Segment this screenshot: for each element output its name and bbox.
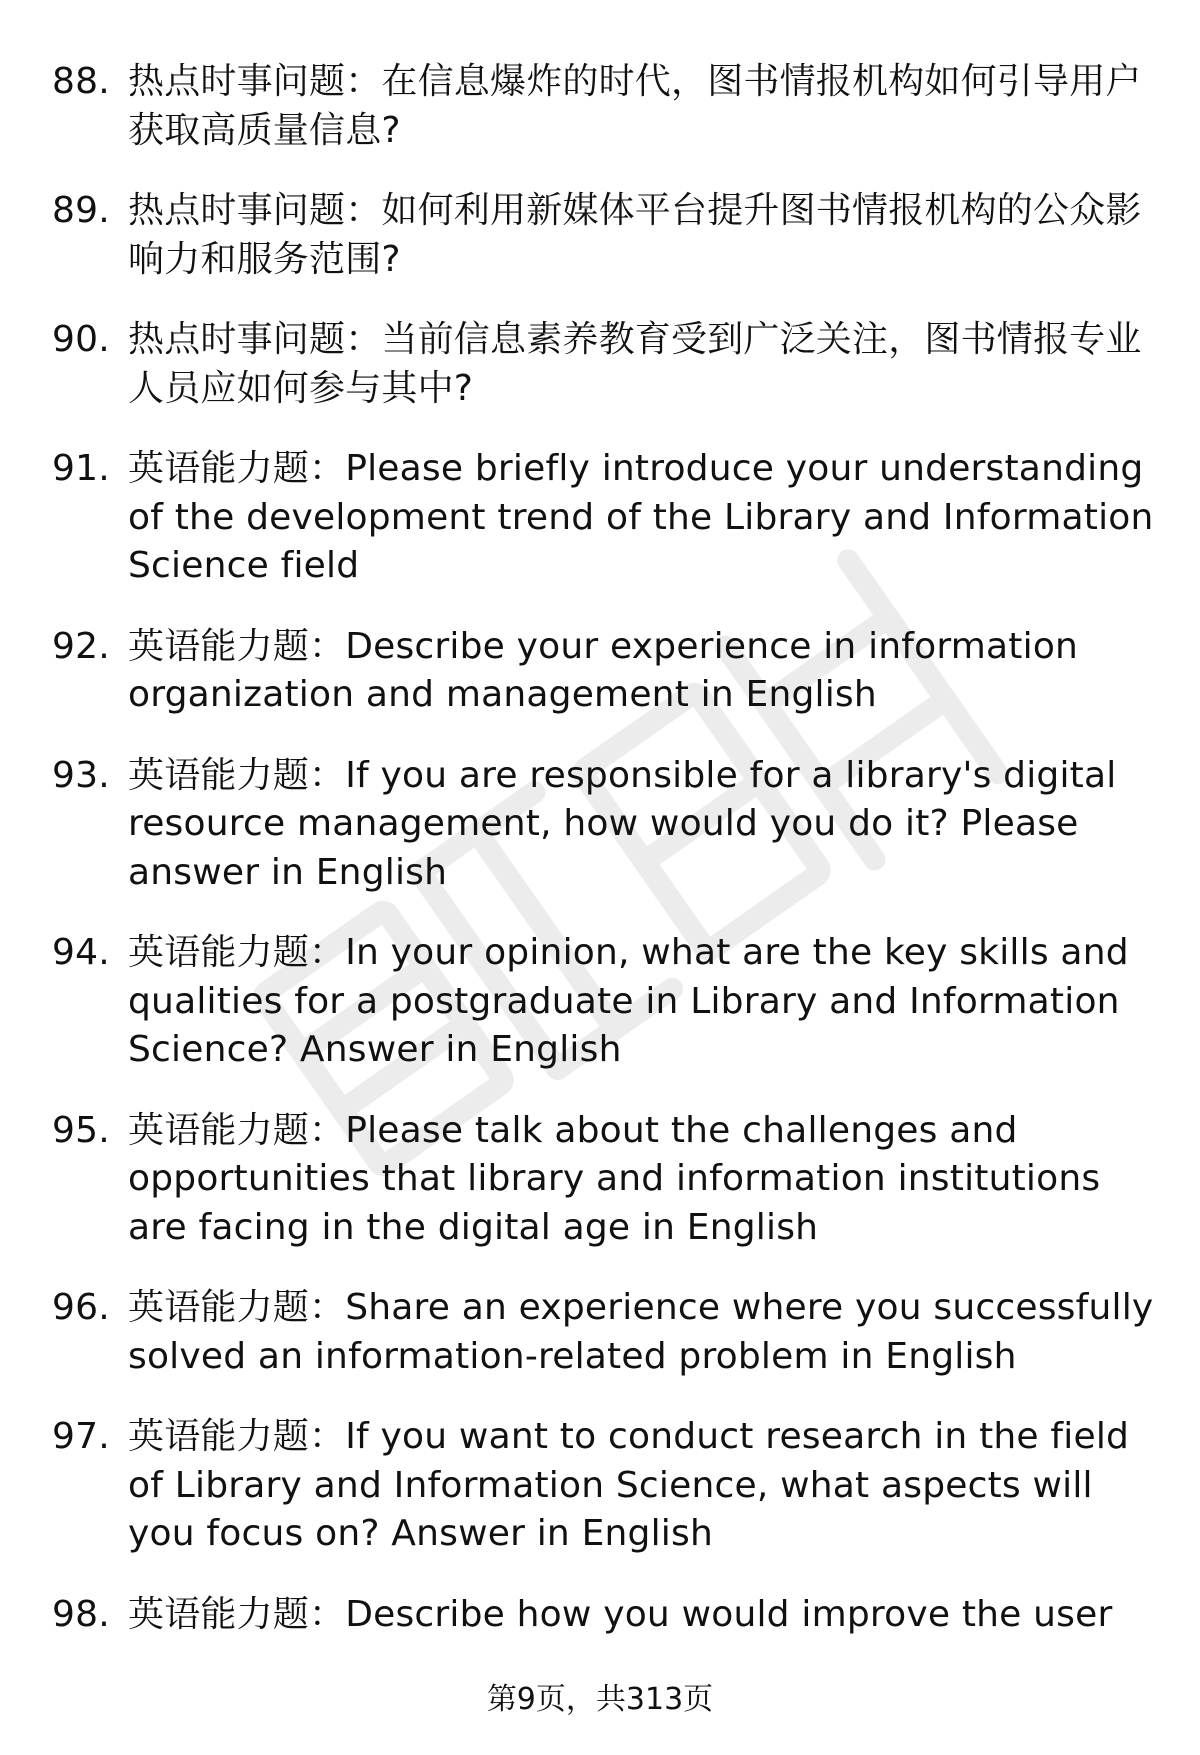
question-item xyxy=(0,929,1200,1075)
question-number: 91. xyxy=(52,448,110,489)
question-item xyxy=(0,1591,1200,1640)
question-text: 热点时事问题：当前信息素养教育受到广泛关注，图书情报专业人员应如何参与其中? xyxy=(128,319,1142,409)
question-list xyxy=(0,58,1200,1671)
question-number: 93. xyxy=(52,754,110,796)
question-number: 97. xyxy=(52,1416,110,1457)
question-text: 英语能力题：Please talk about the challenges and opportunities that library and information institutions are facing in the digital age in English xyxy=(128,1109,1101,1248)
page-number-footer: 第9页，共313页 xyxy=(486,1682,714,1717)
question-text: 英语能力题：If you want to conduct research in the field of Library and Information Science, what aspects will you focus on? Answer in English xyxy=(128,1416,1130,1554)
question-number: 96. xyxy=(52,1287,110,1328)
question-text: 热点时事问题：如何利用新媒体平台提升图书情报机构的公众影响力和服务范围? xyxy=(128,190,1142,280)
question-item xyxy=(0,1284,1200,1381)
question-item xyxy=(0,752,1200,898)
question-number: 88. xyxy=(52,61,110,102)
question-item xyxy=(0,58,1200,155)
question-item xyxy=(0,1107,1200,1253)
question-item xyxy=(0,1413,1200,1559)
question-number: 89. xyxy=(52,190,110,231)
question-number: 92. xyxy=(52,625,110,667)
question-number: 98. xyxy=(52,1593,110,1635)
question-number: 95. xyxy=(52,1109,110,1151)
question-number: 90. xyxy=(52,319,110,360)
question-text: 英语能力题：Please briefly introduce your understanding of the development trend of the Library and Information Science field xyxy=(128,448,1154,586)
question-text: 英语能力题：Describe how you would improve the user xyxy=(128,1593,1113,1635)
question-text: 英语能力题：If you are responsible for a library's digital resource management, how would you do it? Please answer in English xyxy=(128,754,1117,893)
question-item xyxy=(0,445,1200,591)
question-number: 94. xyxy=(52,932,110,973)
question-item xyxy=(0,623,1200,720)
question-text: 英语能力题：In your opinion, what are the key skills and qualities for a postgraduate in Library and Information Science? Answer in English xyxy=(128,932,1129,1070)
question-item xyxy=(0,316,1200,413)
question-text: 热点时事问题：在信息爆炸的时代，图书情报机构如何引导用户获取高质量信息? xyxy=(128,61,1142,151)
question-text: 英语能力题：Share an experience where you successfully solved an information-related problem in English xyxy=(128,1287,1154,1377)
question-text: 英语能力题：Describe your experience in information organization and management in English xyxy=(128,625,1079,715)
question-item xyxy=(0,187,1200,284)
